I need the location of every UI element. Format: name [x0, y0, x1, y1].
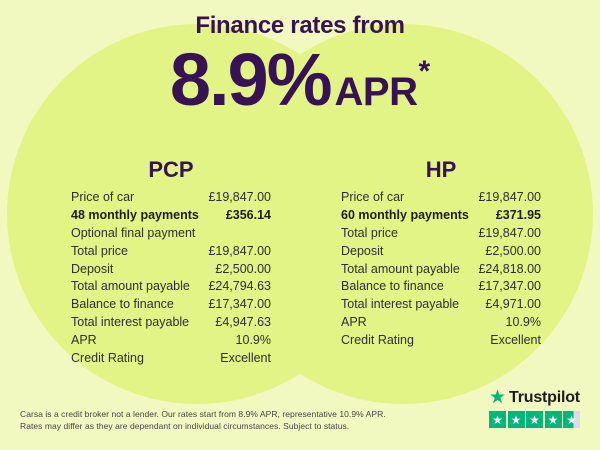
trustpilot-wordmark: Trustpilot [509, 388, 580, 406]
table-row [341, 242, 541, 260]
headline-rate [0, 38, 600, 121]
trustpilot-star-5: ★ [563, 411, 580, 428]
table-row [71, 277, 271, 295]
pcp-title: PCP [148, 157, 194, 182]
row-value: £24,818.00 [478, 261, 541, 276]
row-label: Total price [341, 225, 398, 240]
row-label: Balance to finance [341, 279, 444, 294]
hp-title: HP [425, 157, 457, 182]
table-row [71, 295, 271, 313]
table-row [341, 260, 541, 278]
table-row [71, 188, 271, 206]
row-label: Total interest payable [341, 297, 460, 312]
disclaimer-line-2: Rates may differ as they are dependant on individual circumstances. Subject to status. [20, 420, 350, 431]
pcp-panel [71, 157, 271, 367]
row-value: £4,971.00 [485, 297, 541, 312]
row-label: Total amount payable [71, 279, 190, 294]
row-label: Credit Rating [71, 350, 144, 365]
row-value: 10.9% [505, 315, 541, 330]
disclaimer-line-1: Carsa is a credit broker not a lender. Our rates start from 8.9% APR, representative 10.9% APR. [20, 409, 386, 419]
row-value: £19,847.00 [208, 189, 271, 204]
row-value: £17,347.00 [208, 297, 271, 312]
row-value: £19,847.00 [478, 189, 541, 204]
trustpilot-rating-stars [489, 411, 580, 428]
row-label: Total amount payable [341, 261, 460, 276]
pcp-table [71, 188, 271, 367]
row-label: Price of car [71, 189, 135, 204]
banner-header [0, 12, 600, 121]
table-row [341, 313, 541, 331]
trustpilot-star-4: ★ [545, 411, 562, 428]
table-row [341, 331, 541, 349]
row-value: £17,347.00 [478, 279, 541, 294]
trustpilot-widget [489, 388, 580, 428]
table-row [71, 260, 271, 278]
row-value: £356.14 [225, 207, 271, 222]
row-label: 48 monthly payments [71, 207, 199, 222]
row-label: Total interest payable [71, 315, 190, 330]
row-value: £4,947.63 [215, 315, 271, 330]
table-row [341, 188, 541, 206]
row-value: £19,847.00 [208, 243, 271, 258]
trustpilot-star-icon: ★ [489, 386, 507, 408]
row-value: £19,847.00 [478, 225, 541, 240]
table-row [71, 349, 271, 367]
table-row [341, 277, 541, 295]
row-label: Credit Rating [341, 333, 414, 348]
row-label: Total price [71, 243, 128, 258]
row-label: Optional final payment [71, 225, 196, 240]
table-row [71, 331, 271, 349]
legal-disclaimer [20, 409, 386, 432]
table-row [341, 206, 541, 224]
row-label: Price of car [341, 189, 405, 204]
row-label: 60 monthly payments [341, 207, 469, 222]
headline-rate-value: 8.9% [169, 38, 331, 121]
footnote-asterisk: * [418, 55, 431, 88]
row-label: APR [71, 333, 97, 348]
row-value: £24,794.63 [208, 279, 271, 294]
table-row [71, 206, 271, 224]
trustpilot-star-1: ★ [489, 411, 506, 428]
table-row [71, 242, 271, 260]
row-value: £371.95 [495, 207, 541, 222]
trustpilot-star-2: ★ [508, 411, 525, 428]
trustpilot-star-3: ★ [526, 411, 543, 428]
row-value: £2,500.00 [485, 243, 541, 258]
row-value: £2,500.00 [215, 261, 271, 276]
table-row [341, 224, 541, 242]
hp-table [341, 188, 541, 349]
table-row [71, 224, 271, 242]
trustpilot-logo [489, 388, 580, 407]
table-row [71, 313, 271, 331]
row-label: APR [341, 315, 367, 330]
row-value: Excellent [220, 350, 271, 365]
row-label: Deposit [341, 243, 384, 258]
row-label: Balance to finance [71, 297, 174, 312]
row-value: Excellent [490, 333, 541, 348]
hp-panel [341, 157, 541, 349]
table-row [341, 295, 541, 313]
row-value: 10.9% [235, 333, 271, 348]
banner-title: Finance rates from [195, 12, 405, 39]
headline-rate-suffix: APR [334, 70, 418, 114]
row-label: Deposit [71, 261, 114, 276]
